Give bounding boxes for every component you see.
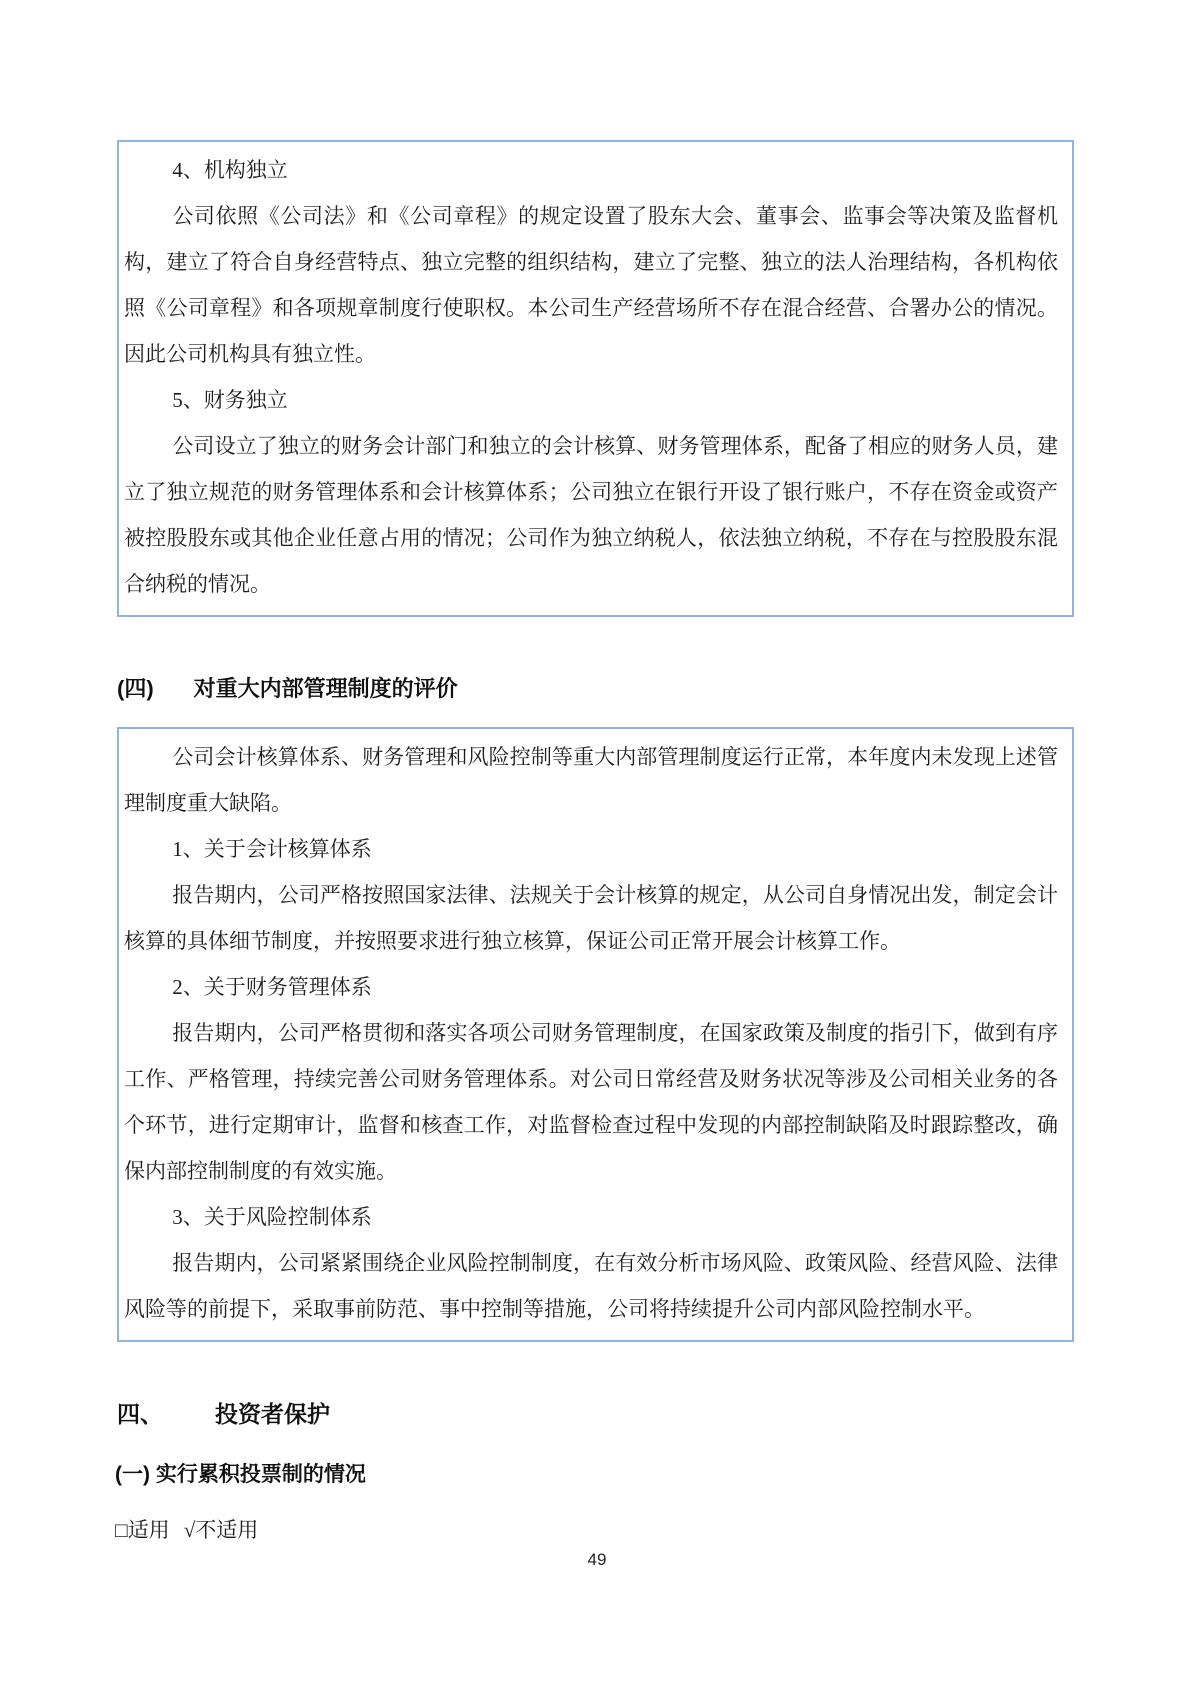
paragraph-financial-management-system: 报告期内，公司严格贯彻和落实各项公司财务管理制度，在国家政策及制度的指引下，做到有序工作、严格管理，持续完善公司财务管理体系。对公司日常经营及财务状况等涉及公司相关业务的各个环节，进行定期审计，监督和核查工作，对监督检查过程中发现的内部控制缺陷及时跟踪整改，确保内部控制制度的有效实施。: [124, 1021, 1058, 1183]
section-number: 四、: [117, 1401, 163, 1427]
section-title: 投资者保护: [215, 1401, 330, 1427]
applicable-checkbox-icon: □: [115, 1518, 128, 1542]
subheading-financial-independence: 5、财务独立: [172, 388, 288, 412]
not-applicable-label: 不适用: [195, 1518, 259, 1542]
subheading-organization-independence: 4、机构独立: [172, 158, 288, 182]
paragraph-evaluation-summary: 公司会计核算体系、财务管理和风险控制等重大内部管理制度运行正常，本年度内未发现上述管理制度重大缺陷。: [124, 745, 1058, 815]
subheading-financial-management-system: 2、关于财务管理体系: [172, 975, 372, 999]
subsection-heading-cumulative-voting: (一) 实行累积投票制的情况: [115, 1463, 366, 1486]
applicable-label: 适用: [127, 1518, 170, 1542]
applicability-line: [115, 1514, 258, 1544]
not-applicable-check-icon: √: [183, 1518, 196, 1542]
section-heading-internal-management-evaluation: [117, 672, 458, 703]
paragraph-financial-independence: 公司设立了独立的财务会计部门和独立的会计核算、财务管理体系，配备了相应的财务人员，建立了独立规范的财务管理体系和会计核算体系；公司独立在银行开设了银行账户，不存在资金或资产被控股股东或其他企业任意占用的情况；公司作为独立纳税人，依法独立纳税，不存在与控股股东混合纳税的情况。: [124, 434, 1058, 596]
paragraph-organization-independence: 公司依照《公司法》和《公司章程》的规定设置了股东大会、董事会、监事会等决策及监督机构，建立了符合自身经营特点、独立完整的组织结构，建立了完整、独立的法人治理结构，各机构依照《公司章程》和各项规章制度行使职权。本公司生产经营场所不存在混合经营、合署办公的情况。因此公司机构具有独立性。: [124, 204, 1058, 366]
evaluation-section-box: [117, 727, 1074, 1342]
section-title: 对重大内部管理制度的评价: [193, 676, 458, 701]
subheading-accounting-system: 1、关于会计核算体系: [172, 837, 372, 861]
subheading-risk-control-system: 3、关于风险控制体系: [172, 1205, 372, 1229]
section-number: (四): [117, 676, 154, 701]
paragraph-risk-control-system: 报告期内，公司紧紧围绕企业风险控制制度，在有效分析市场风险、政策风险、经营风险、法律风险等的前提下，采取事前防范、事中控制等措施，公司将持续提升公司内部风险控制水平。: [124, 1251, 1058, 1321]
paragraph-accounting-system: 报告期内，公司严格按照国家法律、法规关于会计核算的规定，从公司自身情况出发，制定会计核算的具体细节制度，并按照要求进行独立核算，保证公司正常开展会计核算工作。: [124, 883, 1058, 953]
section-heading-investor-protection: [117, 1396, 330, 1429]
page-number: 49: [587, 1550, 607, 1569]
independence-section-box: [117, 140, 1074, 617]
